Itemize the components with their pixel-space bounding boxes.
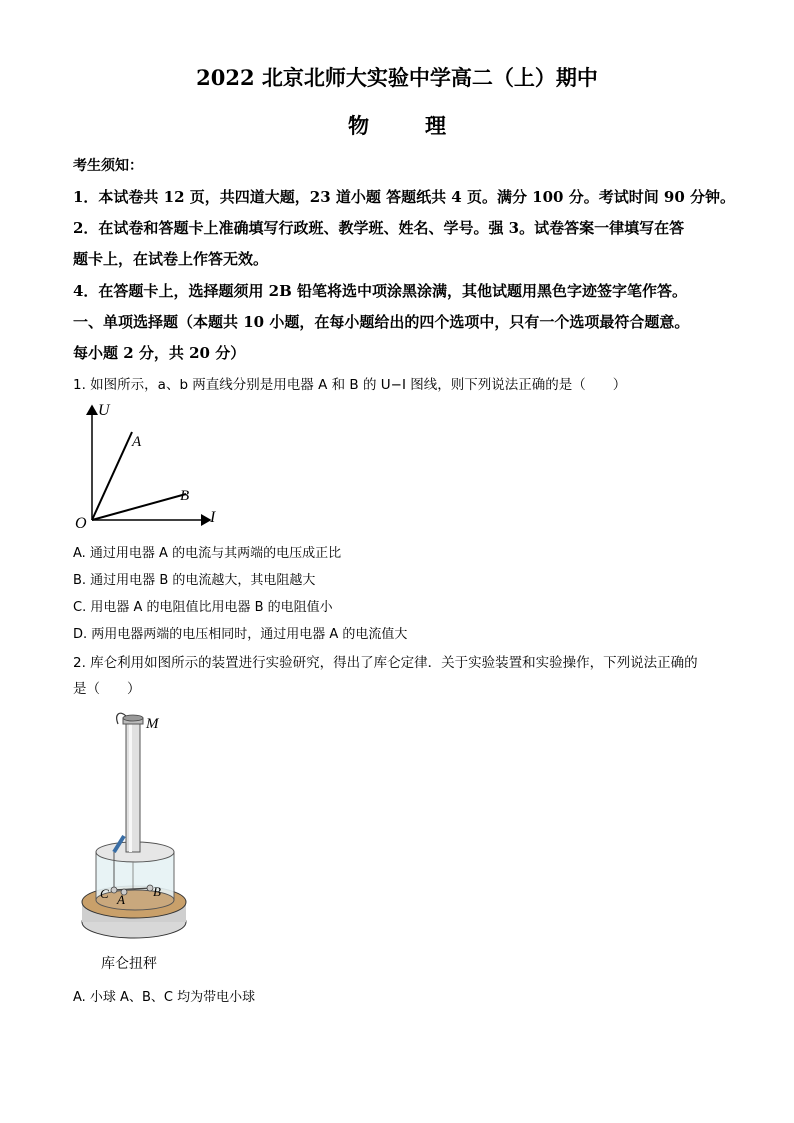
q1-option-d: D. 两用电器两端的电压相同时，通过用电器 A 的电流值大 <box>73 627 408 642</box>
question-2-stem-line-1: 2. 库仑利用如图所示的装置进行实验研究，得出了库仑定律．关于实验装置和实验操作，下列说法正确的 <box>73 655 698 671</box>
q2-option-a: A. 小球 A、B、C 均为带电小球 <box>73 990 256 1005</box>
section-heading-line-1: 一、单项选择题（本题共 10 小题，在每小题给出的四个选项中，只有一个选项最符合题意。 <box>73 313 690 331</box>
q1-option-b: B. 通过用电器 B 的电流越大，其电阻越大 <box>73 573 316 588</box>
line-a <box>92 432 132 520</box>
section-heading-line-2: 每小题 2 分，共 20 分） <box>73 344 246 362</box>
page-title: 2022 北京北师大实验中学高二（上）期中 <box>196 65 598 90</box>
ui-graph <box>70 398 230 533</box>
x-axis-label: I <box>210 509 216 526</box>
label-c: C <box>100 886 109 901</box>
question-1-stem: 1. 如图所示，a、b 两直线分别是用电器 A 和 B 的 U−I 图线，则下列说法正确的是（ ） <box>73 377 627 393</box>
q1-option-a: A. 通过用电器 A 的电流与其两端的电压成正比 <box>73 546 342 561</box>
line-b <box>92 494 186 520</box>
y-axis-label: U <box>98 402 110 419</box>
subject-title: 物理 <box>348 113 502 138</box>
question-2-stem-line-2: 是（ ） <box>73 681 141 697</box>
line-a-label: A <box>132 434 142 450</box>
notice-line-4: 4．在答题卡上，选择题须用 2B 铅笔将选中项涂黑涂满，其他试题用黑色字迹签字笔作答。 <box>73 282 688 300</box>
notice-line-1: 1．本试卷共 12 页，共四道大题，23 道小题 答题纸共 4 页。满分 100 分。考试时间 90 分钟。 <box>73 188 736 206</box>
line-b-label: B <box>180 488 190 504</box>
label-m: M <box>146 716 159 732</box>
label-a: A <box>117 892 125 907</box>
notice-line-2a: 2．在试卷和答题卡上准确填写行政班、教学班、姓名、学号。强 3。试卷答案一律填写在答 <box>73 219 685 237</box>
coulomb-torsion-balance <box>76 712 196 980</box>
q1-option-c: C. 用电器 A 的电阻值比用电器 B 的电阻值小 <box>73 600 333 615</box>
notice-line-2b: 题卡上，在试卷上作答无效。 <box>73 250 269 268</box>
origin-label: O <box>75 515 87 532</box>
label-b: B <box>153 884 161 899</box>
figure-caption: 库仑扭秤 <box>101 956 157 972</box>
notice-heading: 考生须知： <box>73 158 143 174</box>
